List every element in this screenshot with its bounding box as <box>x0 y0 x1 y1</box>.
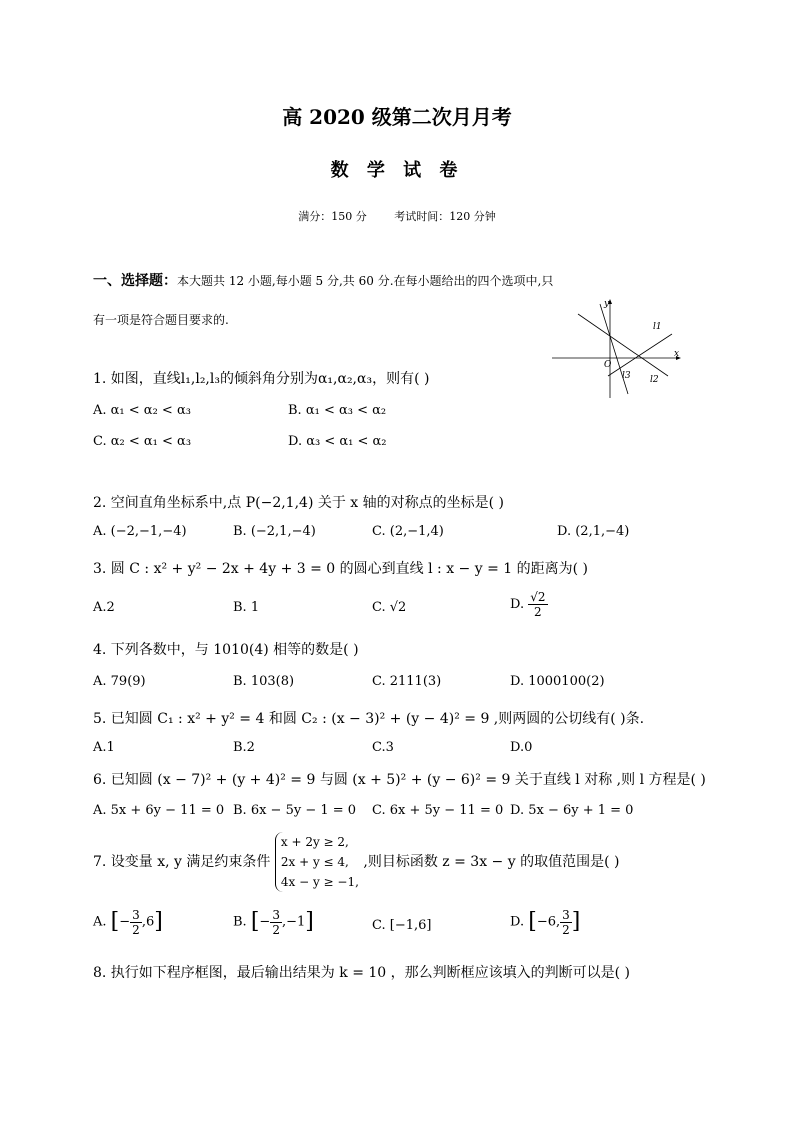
q7-constraint-2: 2x + y ≤ 4, <box>280 855 349 869</box>
q6-stem: 6. 已知圆 (x − 7)² + (y + 4)² = 9 与圆 (x + 5)² + (y − 6)² = 9 关于直线 l 对称 ,则 l 方程是( ) <box>93 772 706 788</box>
q7-d-right-bracket: ] <box>571 909 581 934</box>
section-desc-1: 本大题共 12 小题,每小题 5 分,共 60 分.在每小题给出的四个选项中,只 <box>177 274 554 288</box>
q5-option-b: B.2 <box>233 740 255 755</box>
q4-option-d: D. 1000100(2) <box>510 674 605 689</box>
q5-option-d: D.0 <box>510 740 533 755</box>
q7-d-left-value: −6, <box>536 914 561 930</box>
q3-stem: 3. 圆 C : x² + y² − 2x + 4y + 3 = 0 的圆心到直线 l : x − y = 1 的距离为( ) <box>93 561 588 577</box>
q7-option-b <box>233 907 314 937</box>
q7-stem-post: ,则目标函数 z = 3x − y 的取值范围是( ) <box>363 854 620 870</box>
section-heading <box>93 270 553 290</box>
label-l1: l1 <box>653 322 662 332</box>
q7-b-right-value: ,−1 <box>281 914 306 930</box>
q1-figure <box>550 296 686 400</box>
q7-a-numerator: 3 <box>132 907 140 922</box>
q7-option-d <box>510 907 580 937</box>
q3-d-numerator: √2 <box>530 590 546 604</box>
q7-b-sign: − <box>259 914 271 930</box>
q7-constraint-1: x + 2y ≥ 2, <box>280 835 349 849</box>
q7-a-left-bracket: [ <box>110 909 120 934</box>
label-origin: O <box>604 360 612 370</box>
exam-time: 考试时间：120 分钟 <box>394 210 496 223</box>
q1-option-d: D. α₃ < α₁ < α₂ <box>288 434 387 449</box>
q4-option-a: A. 79(9) <box>93 674 146 689</box>
full-score: 满分：150 分 <box>298 210 367 223</box>
q6-option-a: A. 5x + 6y − 11 = 0 <box>93 803 225 818</box>
q5-stem: 5. 已知圆 C₁ : x² + y² = 4 和圆 C₂ : (x − 3)² + (y − 4)² = 9 ,则两圆的公切线有( )条. <box>93 711 645 727</box>
q7-constraint-3: 4x − y ≥ −1, <box>280 875 359 889</box>
q1-option-c: C. α₂ < α₁ < α₃ <box>93 434 192 449</box>
q7-d-left-bracket: [ <box>528 909 537 934</box>
q7-constraint-system <box>275 832 359 892</box>
q7-a-denominator: 2 <box>132 922 140 937</box>
q7-a-right-value: ,6 <box>141 914 155 930</box>
q3-option-b: B. 1 <box>233 600 260 615</box>
q7-option-c: C. [−1,6] <box>372 918 432 933</box>
q7-b-numerator: 3 <box>272 907 280 922</box>
q1-option-b: B. α₁ < α₃ < α₂ <box>288 403 387 418</box>
q2-stem: 2. 空间直角坐标系中,点 P(−2,1,4) 关于 x 轴的对称点的坐标是( ) <box>93 495 505 511</box>
q5-option-c: C.3 <box>372 740 394 755</box>
q7-option-d-letter: D. <box>510 914 525 930</box>
q2-option-d: D. (2,1,−4) <box>557 524 630 539</box>
q2-option-a: A. (−2,−1,−4) <box>93 524 187 539</box>
q7-d-denominator: 2 <box>562 922 570 937</box>
exam-meta <box>0 208 794 224</box>
q7-b-left-bracket: [ <box>250 909 260 934</box>
q7-a-sign: − <box>119 914 131 930</box>
q7-d-numerator: 3 <box>562 907 570 922</box>
q3-d-denominator: 2 <box>534 605 542 619</box>
label-l2: l2 <box>650 375 659 385</box>
line-l1 <box>608 334 672 376</box>
q3-option-d <box>510 590 548 619</box>
q7-b-right-bracket: ] <box>305 909 314 934</box>
q4-option-c: C. 2111(3) <box>372 674 442 689</box>
q3-option-c-letter: C. <box>372 600 386 615</box>
q7-option-a-letter: A. <box>93 914 107 930</box>
q7-b-denominator: 2 <box>272 922 280 937</box>
label-l3: l3 <box>622 371 631 381</box>
q7-b-fraction <box>270 908 282 937</box>
exam-title: 高 2020 级第二次月月考 <box>282 105 512 129</box>
q7-option-b-letter: B. <box>233 914 247 930</box>
exam-subject: 数 学 试 卷 <box>330 160 464 181</box>
q5-option-a: A.1 <box>93 740 115 755</box>
q2-option-c: C. (2,−1,4) <box>372 524 444 539</box>
q3-option-c <box>372 600 406 615</box>
label-y: y <box>604 299 610 309</box>
section-desc-2: 有一项是符合题目要求的. <box>93 313 229 327</box>
q8-stem: 8. 执行如下程序框图，最后输出结果为 k = 10 ，那么判断框应该填入的判断可以是( ) <box>93 965 631 981</box>
q4-stem: 4. 下列各数中，与 1010(4) 相等的数是( ) <box>93 642 359 658</box>
q4-option-b: B. 103(8) <box>233 674 295 689</box>
section-title: 一、选择题： <box>93 273 177 289</box>
q7-a-right-bracket: ] <box>154 909 163 934</box>
q1-stem: 1. 如图，直线l₁,l₂,l₃的倾斜角分别为α₁,α₂,α₃，则有( ) <box>93 371 430 387</box>
q6-option-d: D. 5x − 6y + 1 = 0 <box>510 803 634 818</box>
q6-option-c: C. 6x + 5y − 11 = 0 <box>372 803 504 818</box>
q3-option-d-fraction <box>528 590 547 619</box>
label-x: x <box>674 349 680 359</box>
q2-option-b: B. (−2,1,−4) <box>233 524 316 539</box>
q3-option-c-value: √2 <box>389 600 407 615</box>
q1-option-a: A. α₁ < α₂ < α₃ <box>93 403 191 418</box>
q7-stem <box>93 832 619 892</box>
q3-option-a: A.2 <box>93 600 115 615</box>
q7-a-fraction <box>130 908 142 937</box>
q7-stem-pre: 7. 设变量 x, y 满足约束条件 <box>93 854 271 870</box>
q7-option-a <box>93 907 163 937</box>
q3-option-d-letter: D. <box>510 597 525 612</box>
q7-d-fraction <box>560 908 572 937</box>
q6-option-b: B. 6x − 5y − 1 = 0 <box>233 803 357 818</box>
